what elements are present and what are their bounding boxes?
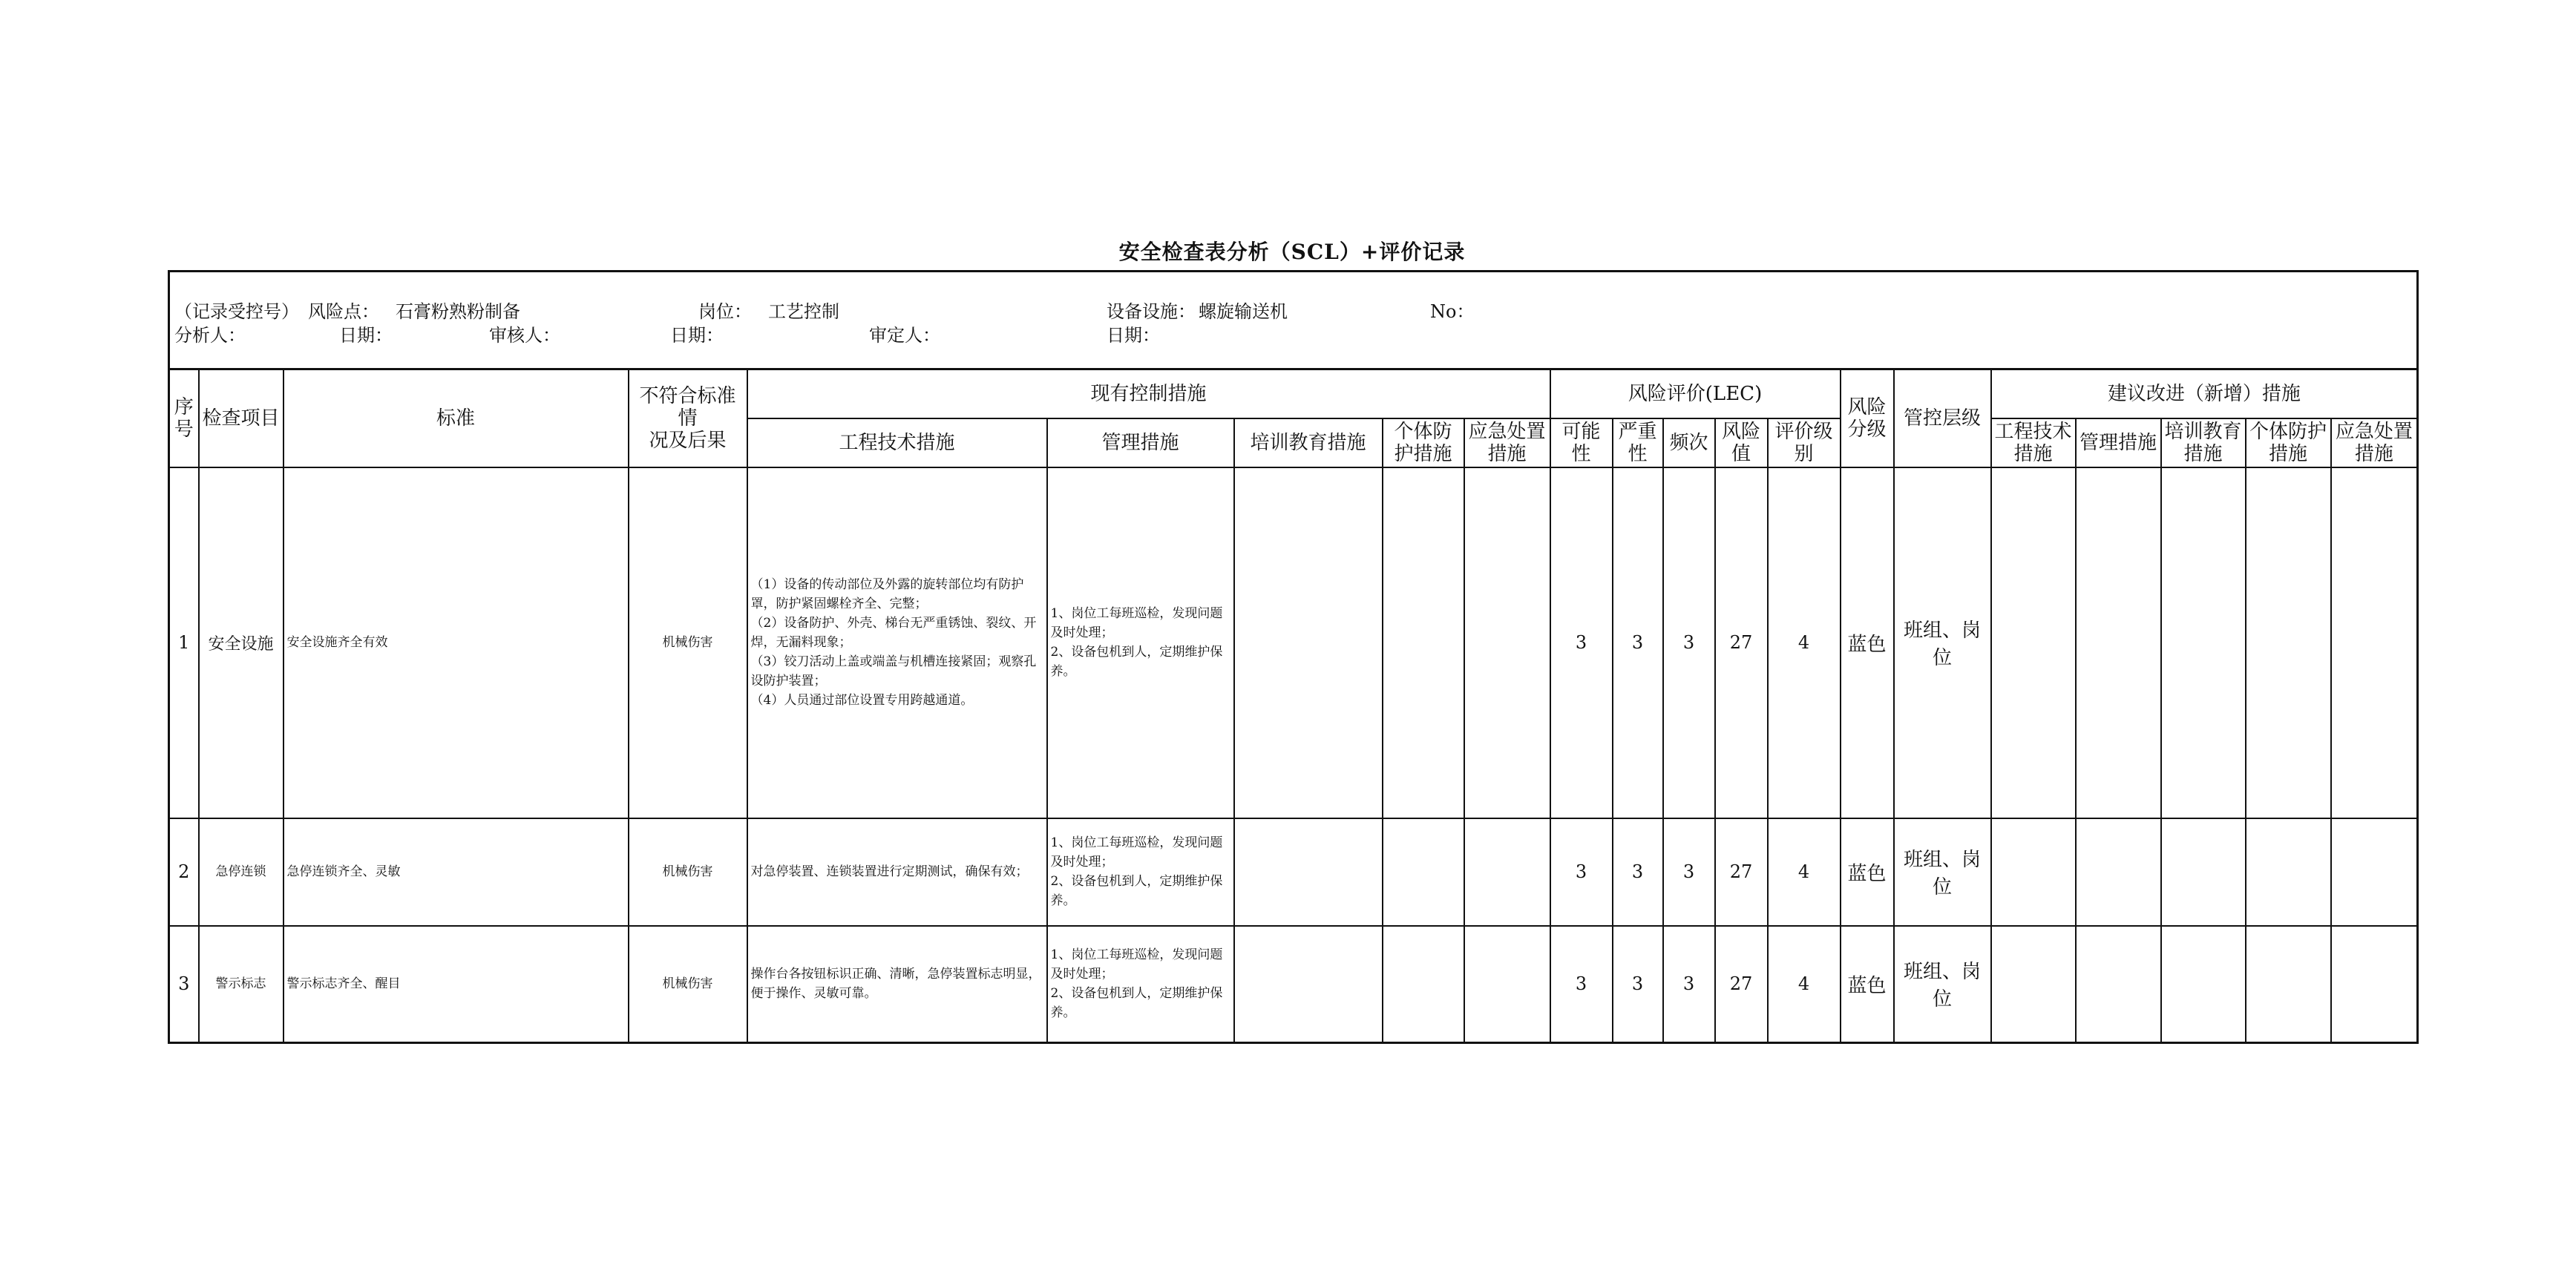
cell-standard: 安全设施齐全有效 <box>284 467 629 818</box>
cell-check-item: 警示标志 <box>199 926 284 1043</box>
cell-s-management <box>2076 926 2161 1043</box>
cell-s-emergency <box>2331 926 2418 1043</box>
cell-management: 1、岗位工每班巡检，发现问题及时处理； 2、设备包机到人，定期维护保养。 <box>1047 818 1234 926</box>
risk-point-label: 风险点： <box>308 300 379 322</box>
risk-point-value: 石膏粉熟粉制备 <box>396 300 520 322</box>
cell-likelihood: 3 <box>1550 467 1613 818</box>
cell-emergency <box>1464 926 1550 1043</box>
cell-control-level: 班组、岗位 <box>1894 926 1991 1043</box>
reviewer-label: 审核人： <box>489 324 560 346</box>
cell-nonconform: 机械伤害 <box>629 818 747 926</box>
cell-emergency <box>1464 467 1550 818</box>
cell-s-training <box>2161 926 2246 1043</box>
cell-frequency: 3 <box>1663 818 1715 926</box>
table-row <box>169 818 2418 926</box>
cell-s-training <box>2161 467 2246 818</box>
cell-seq: 2 <box>169 818 199 926</box>
cell-s-emergency <box>2331 467 2418 818</box>
cell-check-item: 急停连锁 <box>199 818 284 926</box>
header-emergency: 应急处置措施 <box>1464 418 1550 467</box>
cell-s-ppe <box>2246 818 2331 926</box>
cell-s-eng-tech <box>1991 926 2076 1043</box>
cell-risk-class: 蓝色 <box>1841 926 1894 1043</box>
cell-control-level: 班组、岗位 <box>1894 818 1991 926</box>
cell-seq: 3 <box>169 926 199 1043</box>
header-suggest: 建议改进（新增）措施 <box>1991 369 2418 418</box>
cell-severity: 3 <box>1613 926 1663 1043</box>
date-label-2: 日期： <box>670 324 724 346</box>
cell-s-ppe <box>2246 467 2331 818</box>
scl-table <box>168 270 2419 1044</box>
cell-frequency: 3 <box>1663 467 1715 818</box>
equipment-label: 设备设施： <box>1107 300 1196 322</box>
date-label-3: 日期： <box>1107 324 1160 346</box>
header-training: 培训教育措施 <box>1234 418 1383 467</box>
cell-eval-level: 4 <box>1768 926 1841 1043</box>
header-s-emergency: 应急处置措施 <box>2331 418 2418 467</box>
cell-likelihood: 3 <box>1550 926 1613 1043</box>
header-check-item: 检查项目 <box>199 369 284 467</box>
cell-seq: 1 <box>169 467 199 818</box>
cell-ppe <box>1383 926 1464 1043</box>
cell-check-item: 安全设施 <box>199 467 284 818</box>
cell-risk-class: 蓝色 <box>1841 818 1894 926</box>
cell-risk-class: 蓝色 <box>1841 467 1894 818</box>
cell-eng-tech: 对急停装置、连锁装置进行定期测试，确保有效； <box>747 818 1047 926</box>
info-line-2 <box>174 321 2412 344</box>
cell-training <box>1234 926 1383 1043</box>
cell-eng-tech: 操作台各按钮标识正确、清晰，急停装置标志明显，便于操作、灵敏可靠。 <box>747 926 1047 1043</box>
document-title: 安全检查表分析（SCL）+评价记录 <box>1118 240 1466 264</box>
cell-management: 1、岗位工每班巡检，发现问题及时处理； 2、设备包机到人，定期维护保养。 <box>1047 926 1234 1043</box>
date-label-1: 日期： <box>339 324 393 346</box>
header-frequency: 频次 <box>1663 418 1715 467</box>
cell-severity: 3 <box>1613 818 1663 926</box>
cell-risk-value: 27 <box>1715 818 1768 926</box>
cell-s-training <box>2161 818 2246 926</box>
cell-severity: 3 <box>1613 467 1663 818</box>
scl-record-sheet <box>168 234 2416 1044</box>
header-row-1 <box>169 369 2418 418</box>
cell-s-eng-tech <box>1991 467 2076 818</box>
cell-risk-value: 27 <box>1715 467 1768 818</box>
post-value: 工艺控制 <box>768 300 839 322</box>
cell-eval-level: 4 <box>1768 818 1841 926</box>
info-line-1 <box>174 297 2412 321</box>
header-management: 管理措施 <box>1047 418 1234 467</box>
cell-emergency <box>1464 818 1550 926</box>
table-row <box>169 467 2418 818</box>
header-s-eng-tech: 工程技术措施 <box>1991 418 2076 467</box>
header-control-level: 管控层级 <box>1894 369 1991 467</box>
cell-ppe <box>1383 467 1464 818</box>
post-label: 岗位： <box>698 300 752 322</box>
approver-label: 审定人： <box>869 324 940 346</box>
header-s-management: 管理措施 <box>2076 418 2161 467</box>
cell-frequency: 3 <box>1663 926 1715 1043</box>
header-standard: 标准 <box>284 369 629 467</box>
equipment-value: 螺旋输送机 <box>1199 300 1288 322</box>
info-cell <box>169 272 2418 369</box>
record-no-label: （记录受控号） <box>174 300 299 322</box>
header-severity: 严重性 <box>1613 418 1663 467</box>
analyst-label: 分析人： <box>174 324 246 346</box>
header-risk-class: 风险分级 <box>1841 369 1894 467</box>
cell-training <box>1234 818 1383 926</box>
cell-nonconform: 机械伤害 <box>629 926 747 1043</box>
cell-training <box>1234 467 1383 818</box>
header-nonconform: 不符合标准情 况及后果 <box>629 369 747 467</box>
header-eval-level: 评价级别 <box>1768 418 1841 467</box>
header-s-training: 培训教育措施 <box>2161 418 2246 467</box>
header-eng-tech: 工程技术措施 <box>747 418 1047 467</box>
cell-eng-tech: （1）设备的传动部位及外露的旋转部位均有防护罩，防护紧固螺栓齐全、完整； （2）设备防护、外壳、梯台无严重锈蚀、裂纹、开焊，无漏料现象； （3）铰刀活动上盖或端盖与机槽连接紧固；观察孔设防护装置； （4）人员通过部位设置专用跨越通道。 <box>747 467 1047 818</box>
cell-s-emergency <box>2331 818 2418 926</box>
header-existing-controls: 现有控制措施 <box>747 369 1550 418</box>
table-row <box>169 926 2418 1043</box>
header-seq: 序号 <box>169 369 199 467</box>
cell-ppe <box>1383 818 1464 926</box>
cell-s-management <box>2076 818 2161 926</box>
cell-s-ppe <box>2246 926 2331 1043</box>
cell-management: 1、岗位工每班巡检，发现问题及时处理； 2、设备包机到人，定期维护保养。 <box>1047 467 1234 818</box>
info-row <box>169 272 2418 369</box>
cell-nonconform: 机械伤害 <box>629 467 747 818</box>
cell-s-eng-tech <box>1991 818 2076 926</box>
cell-standard: 警示标志齐全、醒目 <box>284 926 629 1043</box>
no-label: No： <box>1430 300 1475 322</box>
header-likelihood: 可能性 <box>1550 418 1613 467</box>
header-risk-eval: 风险评价(LEC) <box>1550 369 1841 418</box>
cell-likelihood: 3 <box>1550 818 1613 926</box>
cell-risk-value: 27 <box>1715 926 1768 1043</box>
cell-control-level: 班组、岗位 <box>1894 467 1991 818</box>
cell-eval-level: 4 <box>1768 467 1841 818</box>
cell-s-management <box>2076 467 2161 818</box>
header-ppe: 个体防护措施 <box>1383 418 1464 467</box>
header-risk-value: 风险值 <box>1715 418 1768 467</box>
cell-standard: 急停连锁齐全、灵敏 <box>284 818 629 926</box>
header-s-ppe: 个体防护措施 <box>2246 418 2331 467</box>
